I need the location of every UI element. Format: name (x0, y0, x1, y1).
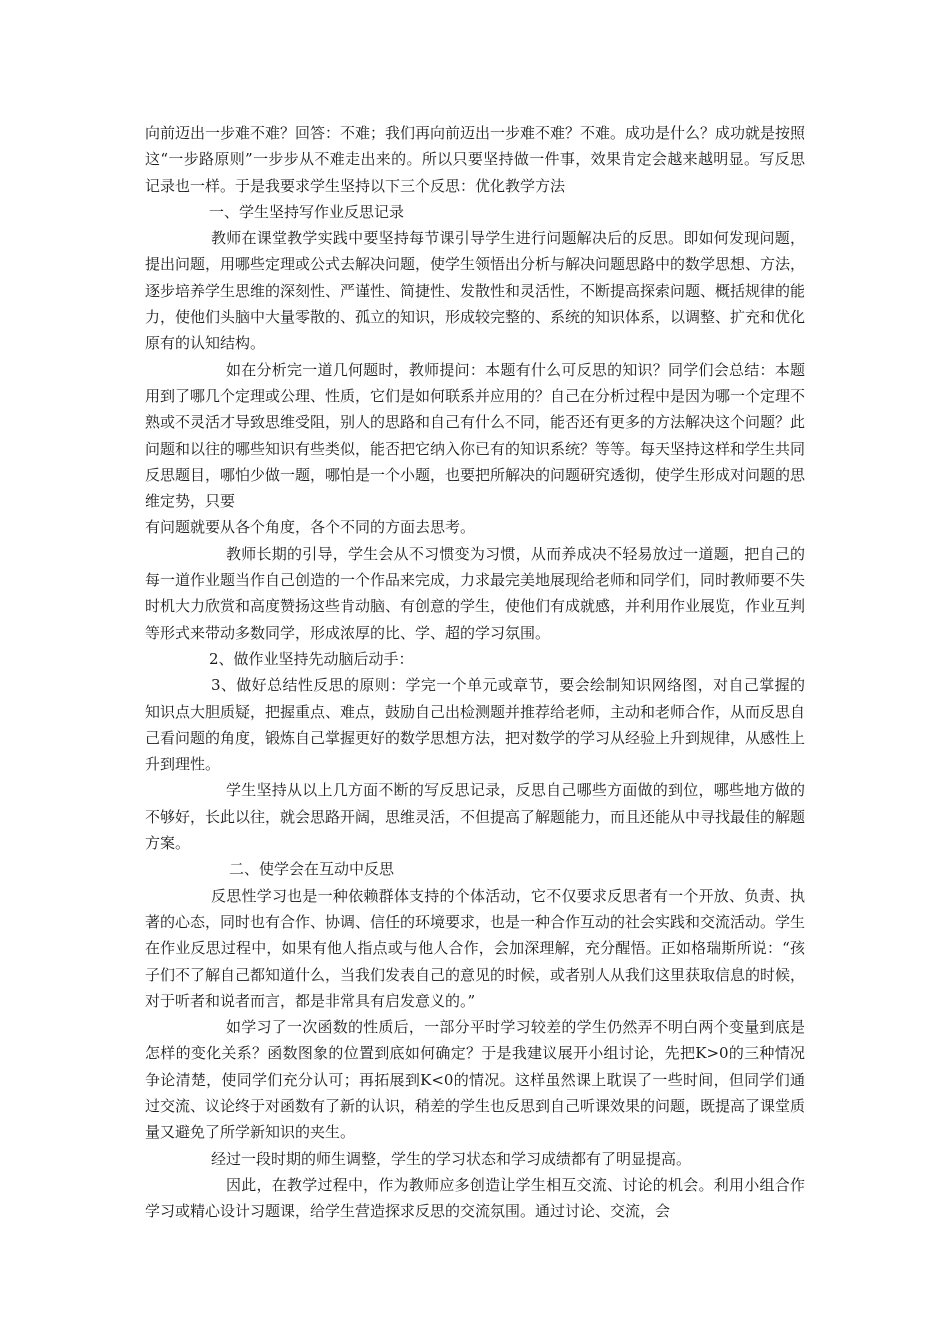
paragraph: 如学习了一次函数的性质后，一部分平时学习较差的学生仍然弄不明白两个变量到底是怎样的变化关系？函数图象的位置到底如何确定？于是我建议展开小组讨论，先把K>0的三种情况争论清楚，使同学们充分认可；再拓展到K<0的情况。这样虽然课上耽误了一些时间，但同学们通过交流、议论终于对函数有了新的认识，稍差的学生也反思到自己听课效果的问题，既提高了课堂质量又避免了所学新知识的夹生。 (145, 1018, 806, 1142)
paragraph: 教师在课堂教学实践中要坚持每节课引导学生进行问题解决后的反思。即如何发现问题，提出问题，用哪些定理或公式去解决问题，使学生领悟出分析与解决问题思路中的数学思想、方法，逐步培养学生思维的深刻性、严谨性、简捷性、发散性和灵活性，不断提高探索问题、概括规律的能力，使他们头脑中大量零散的、孤立的知识，形成较完整的、系统的知识体系，以调整、扩充和优化原有的认知结构。 (145, 229, 806, 353)
paragraph: 反思性学习也是一种依赖群体支持的个体活动，它不仅要求反思者有一个开放、负责、执著的心态，同时也有合作、协调、信任的环境要求，也是一种合作互动的社会实践和交流活动。学生在作业反思过程中，如果有他人指点或与他人合作，会加深理解，充分醒悟。正如格瑞斯所说：“孩子们不了解自己都知道什么，当我们发表自己的意见的时候，或者别人从我们这里获取信息的时候，对于听者和说者而言，都是非常具有启发意义的。” (145, 886, 806, 1010)
paragraph: 教师长期的引导，学生会从不习惯变为习惯，从而养成决不轻易放过一道题，把自己的每一道作业题当作自己创造的一个作品来完成，力求最完美地展现给老师和同学们，同时教师要不失时机大力欣赏和高度赞扬这些肯动脑、有创意的学生，使他们有成就感，并利用作业展览，作业互判等形式来带动多数同学，形成浓厚的比、学、超的学习氛围。 (145, 544, 806, 642)
section-heading-2: 二、使学会在互动中反思 (229, 860, 395, 879)
paragraph: 如在分析完一道几何题时，教师提问：本题有什么可反思的知识？同学们会总结：本题用到了哪几个定理或公理、性质，它们是如何联系并应用的？自己在分析过程中是因为哪一个定理不熟或不灵活才导致思维受阻，别人的思路和自己有什么不同，能否还有更多的方法解决这个问题？此问题和以往的哪些知识有些类似，能否把它纳入你已有的知识系统？等等。每天坚持这样和学生共同反思题目，哪怕少做一题，哪怕是一个小题，也要把所解决的问题研究透彻，使学生形成对问题的思维定势，只要 (145, 360, 806, 511)
list-item-2: 2、做作业坚持先动脑后动手： (209, 649, 414, 668)
paragraph: 有问题就要从各个角度，各个不同的方面去思考。 (145, 518, 476, 537)
section-heading-1: 一、学生坚持写作业反思记录 (209, 202, 405, 221)
list-item-3: 3、做好总结性反思的原则：学完一个单元或章节，要会绘制知识网络图，对自己掌握的知识点大胆质疑，把握重点、难点，鼓励自己出检测题并推荐给老师，主动和老师合作，从而反思自己看问题的角度，锻炼自己掌握更好的数学思想方法，把对数学的学习从经验上升到规律，从感性上升到理性。 (145, 676, 806, 774)
paragraph: 因此，在教学过程中，作为教师应多创造让学生相互交流、讨论的机会。利用小组合作学习或精心设计习题课，给学生营造探求反思的交流氛围。通过讨论、交流，会 (145, 1175, 805, 1221)
paragraph: 经过一段时期的师生调整，学生的学习状态和学习成绩都有了明显提高。 (211, 1149, 692, 1168)
paragraph: 向前迈出一步难不难？回答：不难；我们再向前迈出一步难不难？不难。成功是什么？成功就是按照这“一步路原则”一步步从不难走出来的。所以只要坚持做一件事，效果肯定会越来越明显。写反思记录也一样。于是我要求学生坚持以下三个反思：优化教学方法 (145, 124, 806, 195)
paragraph: 学生坚持从以上几方面不断的写反思记录，反思自己哪些方面做的到位，哪些地方做的不够好，长此以往，就会思路开阔，思维灵活，不但提高了解题能力，而且还能从中寻找最佳的解题方案。 (145, 781, 806, 853)
document-page (145, 120, 805, 1224)
